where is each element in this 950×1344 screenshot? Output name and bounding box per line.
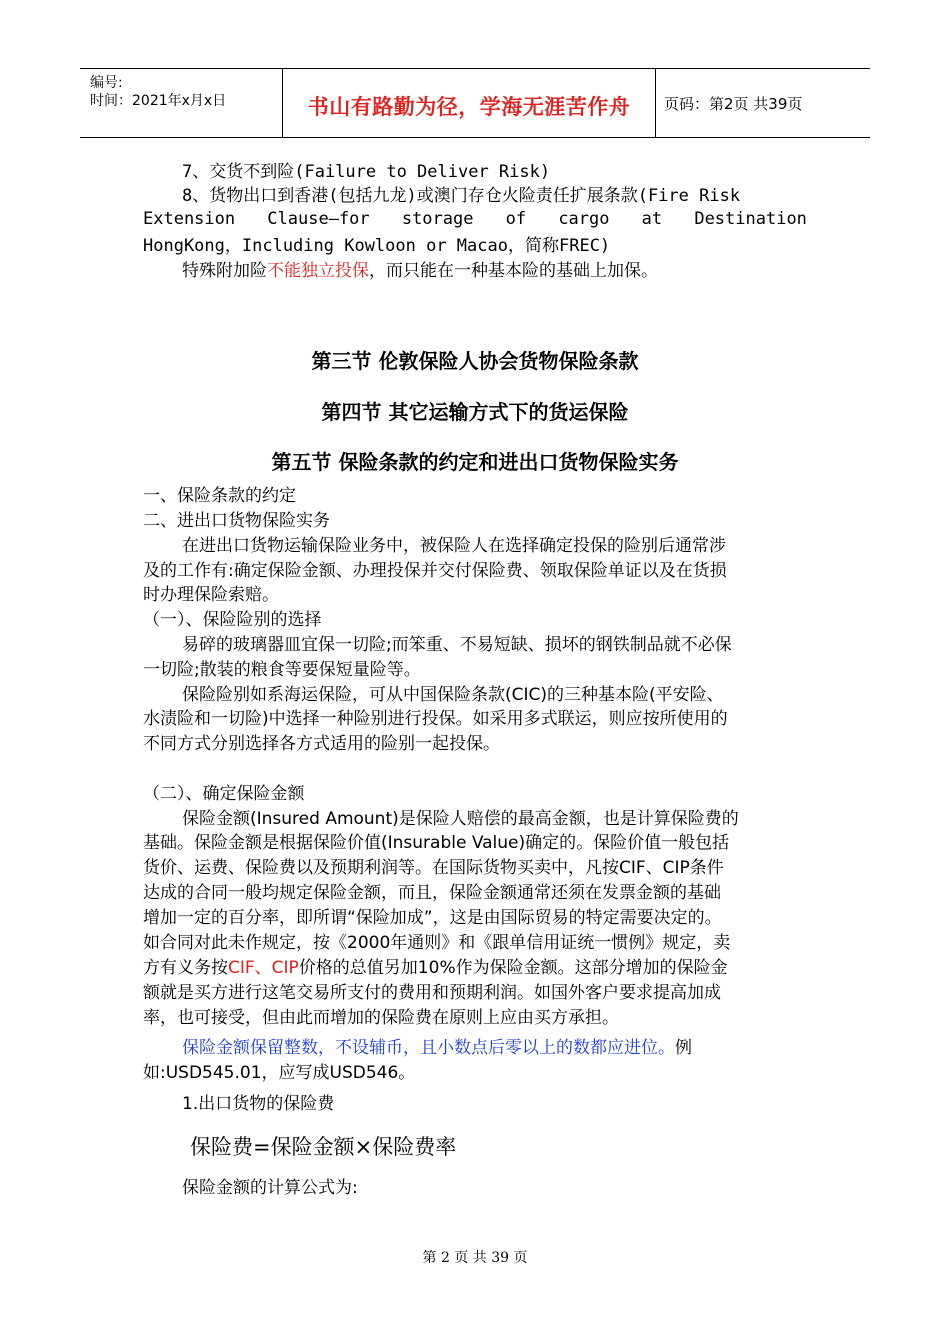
special-note-highlight: 不能独立投保 bbox=[267, 261, 369, 281]
word: storage bbox=[401, 209, 474, 229]
motto-text: 书山有路勤为径，学海无涯苦作舟 bbox=[307, 95, 631, 119]
item-1: 1.出口货物的保险费 bbox=[182, 1094, 335, 1114]
page-info-text: 页码：第2页 共39页 bbox=[664, 95, 803, 113]
paragraph-line bbox=[143, 956, 728, 981]
header-page-info bbox=[656, 69, 870, 137]
paragraph-line: 达成的合同一般均规定保险金额，而且，保险金额通常还须在发票金额的基础 bbox=[143, 883, 721, 903]
text-post: 例 bbox=[675, 1038, 692, 1058]
subheading-1: （一）、保险险别的选择 bbox=[143, 610, 322, 630]
header-motto bbox=[283, 69, 656, 137]
paragraph-line: 水渍险和一切险)中选择一种险别进行投保。如采用多式联运，则应按所使用的 bbox=[143, 709, 728, 729]
header-meta bbox=[80, 69, 283, 137]
list-item-8-line2 bbox=[143, 209, 807, 229]
word: Extension bbox=[143, 209, 236, 229]
paragraph-line: 保险险别如系海运保险，可从中国保险条款(CIC)的三种基本险(平安险、 bbox=[182, 685, 724, 705]
paragraph-line: 一切险;散装的粮食等要保短量险等。 bbox=[143, 660, 421, 680]
special-note-post: ，而只能在一种基本险的基础上加保。 bbox=[369, 261, 658, 281]
word: Destination bbox=[694, 209, 807, 229]
page-footer: 第 2 页 共 39 页 bbox=[422, 1250, 528, 1266]
list-item-8-line3: HongKong，Including Kowloon or Macao，简称FREC) bbox=[143, 236, 611, 256]
premium-formula: 保险费=保险金额×保险费率 bbox=[190, 1135, 457, 1159]
rounding-rule: 保险金额保留整数，不设辅币，且小数点后零以上的数都应进位。 bbox=[182, 1038, 675, 1058]
heading-1: 一、保险条款的约定 bbox=[143, 486, 296, 506]
word: cargo bbox=[558, 209, 610, 229]
text-post: 价格的总值另加10%作为保险金额。这部分增加的保险金 bbox=[298, 958, 728, 978]
paragraph-line: 保险金额(Insured Amount)是保险人赔偿的最高金额，也是计算保险费的 bbox=[182, 809, 739, 829]
paragraph-line: 增加一定的百分率，即所谓“保险加成”，这是由国际贸易的特定需要决定的。 bbox=[143, 908, 722, 928]
paragraph-line: 如合同对此未作规定，按《2000年通则》和《跟单信用证统一惯例》规定，卖 bbox=[143, 933, 731, 953]
paragraph-line: 如:USD545.01，应写成USD546。 bbox=[143, 1063, 416, 1083]
time-label: 时间：2021年x月x日 bbox=[90, 93, 227, 109]
word: Clause—for bbox=[267, 209, 370, 229]
text-pre: 方有义务按 bbox=[143, 958, 228, 978]
list-item-7: 7、交货不到险(Failure to Deliver Risk) bbox=[182, 162, 551, 182]
paragraph-line bbox=[182, 1036, 692, 1061]
calc-intro: 保险金额的计算公式为: bbox=[182, 1178, 358, 1198]
word: at bbox=[641, 209, 663, 229]
paragraph-line: 率，也可接受，但由此而增加的保险费在原则上应由买方承担。 bbox=[143, 1008, 619, 1028]
special-note-pre: 特殊附加险 bbox=[182, 261, 267, 281]
special-note bbox=[182, 259, 658, 284]
section-4-heading: 第四节 其它运输方式下的货运保险 bbox=[321, 400, 629, 424]
paragraph-line: 在进出口货物运输保险业务中，被保险人在选择确定投保的险别后通常涉 bbox=[182, 536, 726, 556]
word: of bbox=[505, 209, 527, 229]
paragraph-line: 时办理保险索赔。 bbox=[143, 585, 279, 605]
list-item-8: 8、货物出口到香港(包括九龙)或澳门存仓火险责任扩展条款(Fire Risk bbox=[182, 186, 741, 206]
section-3-heading: 第三节 伦敦保险人协会货物保险条款 bbox=[311, 349, 639, 373]
paragraph-line: 基础。保险金额是根据保险价值(Insurable Value)确定的。保险价值一般包括 bbox=[143, 833, 730, 853]
subheading-2: （二）、确定保险金额 bbox=[143, 784, 305, 804]
page-header bbox=[80, 68, 870, 138]
number-label: 编号: bbox=[90, 75, 123, 91]
heading-2: 二、进出口货物保险实务 bbox=[143, 511, 330, 531]
paragraph-line: 额就是买方进行这笔交易所支付的费用和预期利润。如国外客户要求提高加成 bbox=[143, 983, 721, 1003]
text-highlight: CIF、CIP bbox=[228, 958, 299, 978]
paragraph-line: 易碎的玻璃器皿宜保一切险;而笨重、不易短缺、损坏的钢铁制品就不必保 bbox=[182, 635, 732, 655]
paragraph-line: 及的工作有:确定保险金额、办理投保并交付保险费、领取保险单证以及在货损 bbox=[143, 561, 727, 581]
section-5-heading: 第五节 保险条款的约定和进出口货物保险实务 bbox=[271, 450, 679, 474]
paragraph-line: 货价、运费、保险费以及预期利润等。在国际货物买卖中，凡按CIF、CIP条件 bbox=[143, 858, 724, 878]
paragraph-line: 不同方式分别选择各方式适用的险别一起投保。 bbox=[143, 734, 500, 754]
